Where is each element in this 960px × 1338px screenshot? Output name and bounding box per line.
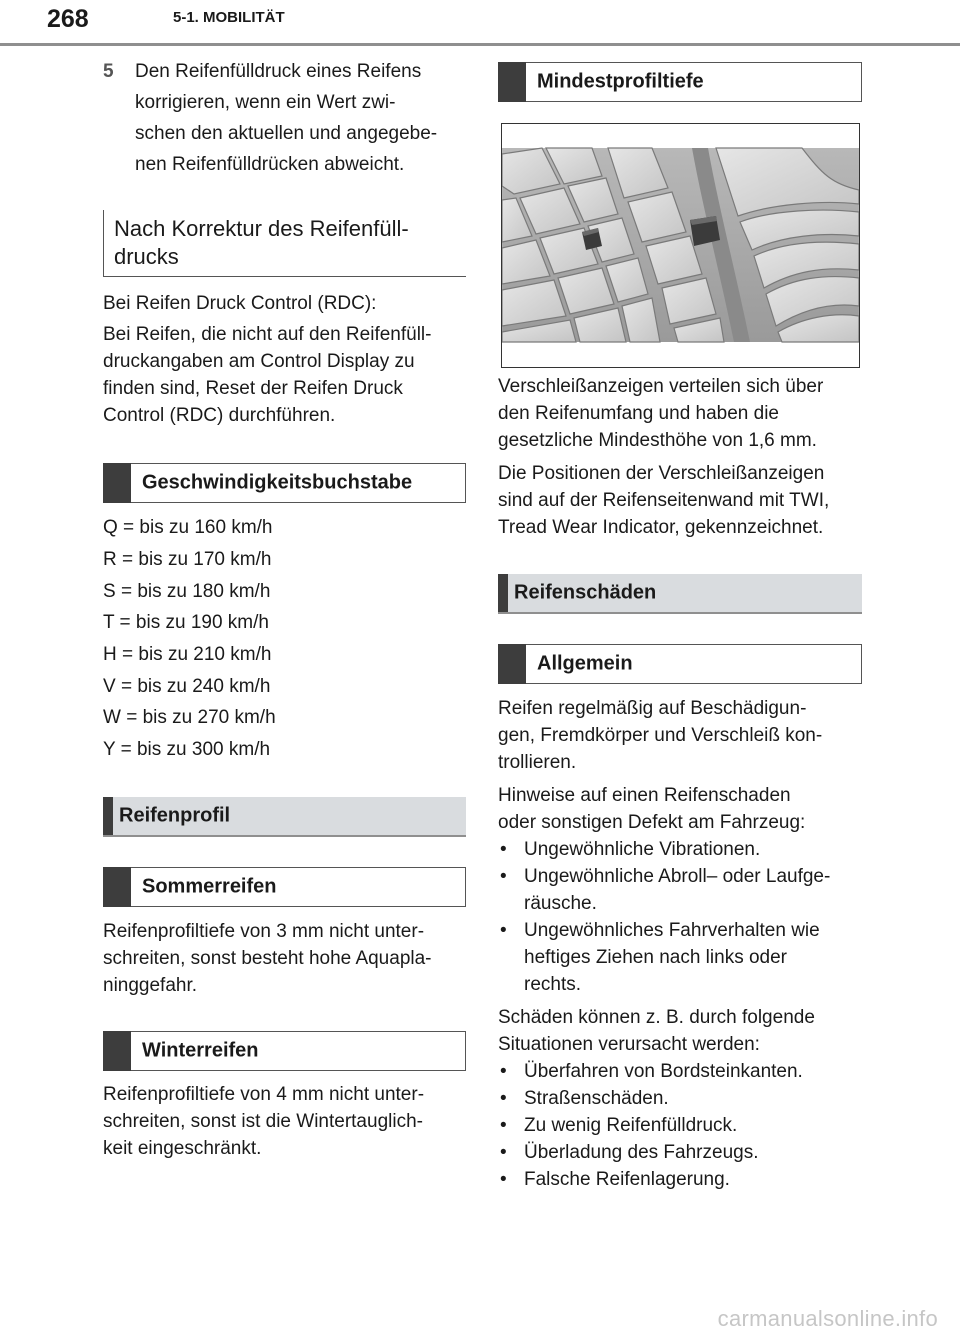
heading-label: Geschwindigkeitsbuchstabe xyxy=(142,471,413,494)
tire-tread-image xyxy=(502,124,859,367)
text-line: ninggefahr. xyxy=(103,975,198,996)
text-line: schreiten, sonst besteht hohe Aquapla- xyxy=(103,948,432,969)
tread-wear-indicator-illustration xyxy=(501,123,860,368)
speed-item: Q = bis zu 160 km/h xyxy=(103,517,273,538)
list-item xyxy=(498,1139,862,1166)
step-number: 5 xyxy=(103,61,114,82)
list-item-text: Straßenschäden. xyxy=(524,1088,669,1109)
heading-marker xyxy=(498,574,508,612)
text-line: schreiten, sonst ist die Wintertauglich- xyxy=(103,1111,423,1132)
general-text xyxy=(498,695,862,776)
text-line: gen, Fremdkörper und Verschleiß kon- xyxy=(498,725,823,746)
list-item xyxy=(498,1112,862,1139)
watermark: carmanualsonline.info xyxy=(717,1306,938,1331)
heading-marker xyxy=(103,463,131,503)
text-line: Bei Reifen, die nicht auf den Reifenfüll- xyxy=(103,324,432,345)
text-line: finden sind, Reset der Reifen Druck xyxy=(103,378,403,399)
damage-causes-list xyxy=(498,1058,862,1193)
heading-winter-tires xyxy=(103,1031,466,1071)
speed-item: W = bis zu 270 km/h xyxy=(103,707,276,728)
text-line: sind auf der Reifenseitenwand mit TWI, xyxy=(498,490,830,511)
text-line: Reifen regelmäßig auf Beschädigun- xyxy=(498,698,807,719)
rdc-text xyxy=(103,321,466,429)
heading-marker xyxy=(498,644,526,684)
text-line: Schäden können z. B. durch folgende xyxy=(498,1007,815,1028)
heading-marker xyxy=(498,62,526,102)
text-line: Situationen verursacht werden: xyxy=(498,1034,760,1055)
heading-line: drucks xyxy=(114,244,179,269)
list-item xyxy=(498,1058,862,1085)
step-line: schen den aktuellen und angegebe- xyxy=(135,123,438,144)
step-line: nen Reifenfülldrücken abweicht. xyxy=(135,154,405,175)
list-item xyxy=(498,1085,862,1112)
heading-marker xyxy=(103,797,113,835)
list-item-text: Zu wenig Reifenfülldruck. xyxy=(524,1115,738,1136)
speed-item: R = bis zu 170 km/h xyxy=(103,549,272,570)
list-item-text: • Ungewöhnliche Abroll– oder Laufge- xyxy=(524,866,831,887)
heading-marker xyxy=(103,1031,131,1071)
list-item-text: • Ungewöhnliches Fahrverhalten wie xyxy=(524,920,820,941)
heading-summer-tires xyxy=(103,867,466,907)
heading-tread-profile xyxy=(103,797,466,837)
list-item xyxy=(498,863,862,917)
page-number: 268 xyxy=(47,5,89,33)
heading-min-tread-depth xyxy=(498,62,862,102)
list-item-text: räusche. xyxy=(524,893,597,914)
speed-item: T = bis zu 190 km/h xyxy=(103,612,269,633)
step-line: korrigieren, wenn ein Wert zwi- xyxy=(135,92,396,113)
text-line: Hinweise auf einen Reifenschaden xyxy=(498,785,791,806)
heading-after-correction xyxy=(103,210,466,277)
list-item-text: rechts. xyxy=(524,974,582,995)
text-line: Die Positionen der Verschleißanzeigen xyxy=(498,463,825,484)
list-item xyxy=(498,917,862,998)
wear-text-1 xyxy=(498,373,862,454)
text-line: Reifenprofiltiefe von 3 mm nicht unter- xyxy=(103,921,425,942)
list-item xyxy=(498,1166,862,1193)
page-header xyxy=(0,0,960,46)
text-line: trollieren. xyxy=(498,752,577,773)
heading-label: Reifenschäden xyxy=(514,581,657,604)
speed-item: H = bis zu 210 km/h xyxy=(103,644,272,665)
list-item-text: Überladung des Fahrzeugs. xyxy=(524,1142,759,1163)
heading-label: Mindestprofiltiefe xyxy=(537,70,704,93)
text-line: Tread Wear Indicator, gekennzeichnet. xyxy=(498,517,824,538)
step-line: Den Reifenfülldruck eines Reifens xyxy=(135,61,422,82)
text-line: keit eingeschränkt. xyxy=(103,1138,262,1159)
header-divider xyxy=(0,43,960,46)
chapter-title: 5-1. MOBILITÄT xyxy=(173,9,285,26)
heading-general xyxy=(498,644,862,684)
causes-intro xyxy=(498,1004,862,1058)
list-item-text: Ungewöhnliche Vibrationen. xyxy=(524,839,761,860)
heading-label: Sommerreifen xyxy=(142,875,277,898)
heading-line: Nach Korrektur des Reifenfüll- xyxy=(114,216,409,241)
speed-item: S = bis zu 180 km/h xyxy=(103,581,271,602)
text-line: den Reifenumfang und haben die xyxy=(498,403,780,424)
speed-item: V = bis zu 240 km/h xyxy=(103,676,271,697)
heading-label: Winterreifen xyxy=(142,1039,259,1062)
text-line: gesetzliche Mindesthöhe von 1,6 mm. xyxy=(498,430,817,451)
heading-speed-letter xyxy=(103,463,466,503)
heading-label: Allgemein xyxy=(537,652,633,675)
list-item xyxy=(498,836,862,863)
list-item-text: Überfahren von Bordsteinkanten. xyxy=(524,1061,803,1082)
list-item-text: heftiges Ziehen nach links oder xyxy=(524,947,787,968)
wear-text-2 xyxy=(498,460,862,541)
heading-marker xyxy=(103,867,131,907)
list-item-text: Falsche Reifenlagerung. xyxy=(524,1169,730,1190)
heading-tire-damage xyxy=(498,574,862,614)
rdc-intro: Bei Reifen Druck Control (RDC): xyxy=(103,293,377,314)
speed-item: Y = bis zu 300 km/h xyxy=(103,739,271,760)
heading-label: Reifenprofil xyxy=(119,804,231,827)
defect-hints-list xyxy=(498,836,862,998)
summer-text xyxy=(103,918,466,999)
text-line: Control (RDC) durchführen. xyxy=(103,405,336,426)
hint-intro xyxy=(498,782,862,836)
text-line: Reifenprofiltiefe von 4 mm nicht unter- xyxy=(103,1084,425,1105)
text-line: druckangaben am Control Display zu xyxy=(103,351,415,372)
text-line: oder sonstigen Defekt am Fahrzeug: xyxy=(498,812,806,833)
winter-text xyxy=(103,1081,466,1162)
text-line: Verschleißanzeigen verteilen sich über xyxy=(498,376,824,397)
step-text xyxy=(135,56,465,180)
